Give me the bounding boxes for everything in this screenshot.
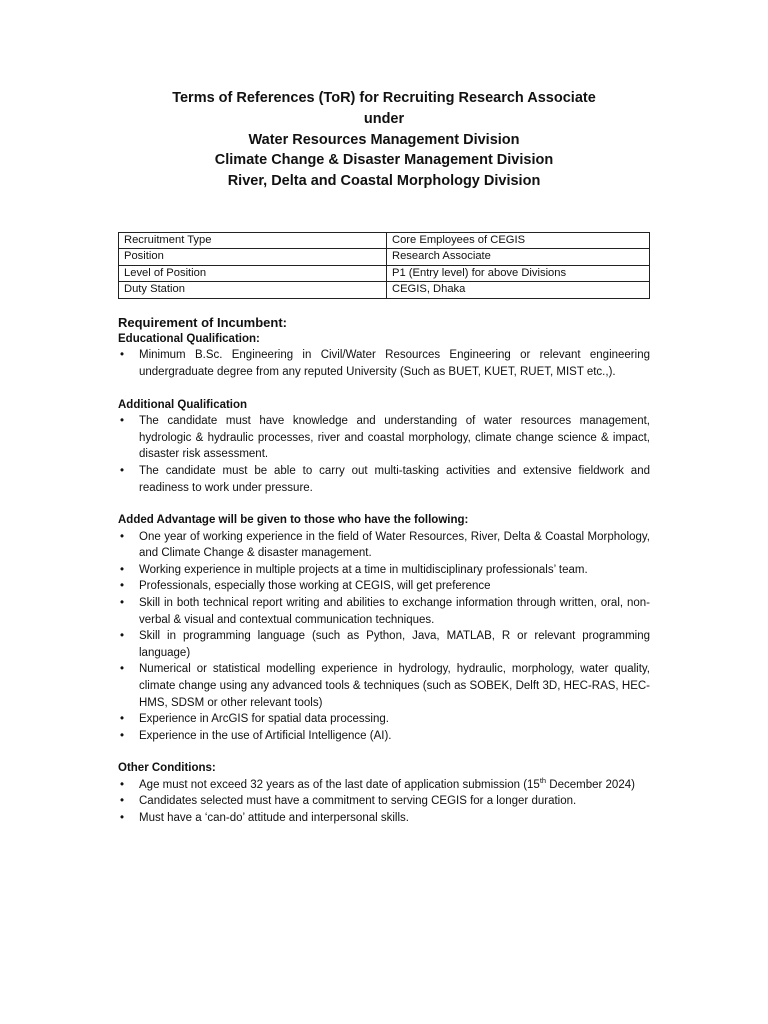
list-item-text: Skill in programming language (such as Python, Java, MATLAB, R or relevant programming language) bbox=[139, 630, 650, 659]
other-conditions-heading: Other Conditions: bbox=[118, 762, 216, 775]
bullet-icon: • bbox=[119, 530, 125, 543]
title-line: Terms of References (ToR) for Recruiting Research Associate bbox=[172, 90, 596, 106]
title-line: under bbox=[363, 110, 405, 127]
table-cell-value: CEGIS, Dhaka bbox=[387, 282, 650, 299]
title-line: Water Resources Management Division bbox=[248, 131, 520, 148]
bullet-icon: • bbox=[119, 349, 125, 362]
list-item-text: Professionals, especially those working at CEGIS, will get preference bbox=[139, 580, 491, 593]
list-item-text: Skill in both technical report writing and abilities to exchange information through written, oral, non-verbal & visual and contextual communication techniques. bbox=[139, 597, 650, 626]
list-item-text: Numerical or statistical modelling experience in hydrology, hydraulic, morphology, water quality, climate change using any advanced tools & techniques (such as SOBEK, Delft 3D, HEC-RAS, HEC-HMS, SDSM or other relevant tools) bbox=[139, 663, 650, 709]
table-cell-label: Level of Position bbox=[119, 265, 387, 282]
document-title bbox=[118, 88, 650, 192]
table-cell-label: Duty Station bbox=[119, 282, 387, 299]
list-item bbox=[118, 728, 650, 745]
requirement-heading: Requirement of Incumbent: bbox=[118, 314, 288, 330]
list-item-text: The candidate must have knowledge and understanding of water resources management, hydrologic & hydraulic processes, river and coastal morphology, climate change science & impact, disaster risk assessment. bbox=[139, 415, 650, 461]
bullet-icon: • bbox=[119, 580, 125, 593]
list-item bbox=[118, 463, 650, 496]
table-cell-label: Position bbox=[119, 249, 387, 266]
bullet-icon: • bbox=[119, 630, 125, 643]
bullet-icon: • bbox=[119, 713, 125, 726]
list-item bbox=[118, 595, 650, 628]
additional-heading: Additional Qualification bbox=[118, 398, 248, 411]
table-cell-value: P1 (Entry level) for above Divisions bbox=[387, 265, 650, 282]
age-text-before: Age must not exceed 32 years as of the last date of application submission (15 bbox=[139, 778, 540, 791]
bullet-icon: • bbox=[119, 563, 125, 576]
table-cell-value: Core Employees of CEGIS bbox=[387, 232, 650, 249]
list-item-text: Experience in the use of Artificial Intelligence (AI). bbox=[139, 729, 392, 742]
advantage-list bbox=[118, 529, 650, 745]
age-text-after: December 2024) bbox=[546, 778, 635, 791]
list-item bbox=[118, 347, 650, 380]
educational-list bbox=[118, 347, 650, 380]
additional-list bbox=[118, 413, 650, 496]
list-item bbox=[118, 578, 650, 595]
list-item-text: Working experience in multiple projects at a time in multidisciplinary professionals’ team. bbox=[139, 563, 588, 576]
educational-heading: Educational Qualification: bbox=[118, 332, 260, 345]
bullet-icon: • bbox=[119, 812, 125, 825]
bullet-icon: • bbox=[119, 663, 125, 676]
title-line: Climate Change & Disaster Management Division bbox=[214, 152, 554, 169]
bullet-icon: • bbox=[119, 795, 125, 808]
bullet-icon: • bbox=[119, 597, 125, 610]
title-line: River, Delta and Coastal Morphology Division bbox=[227, 173, 541, 190]
list-item-text: The candidate must be able to carry out multi-tasking activities and extensive fieldwork and readiness to work under pressure. bbox=[139, 464, 650, 494]
list-item bbox=[118, 413, 650, 463]
bullet-icon: • bbox=[119, 464, 125, 477]
list-item bbox=[118, 628, 650, 661]
list-item bbox=[118, 793, 650, 810]
list-item bbox=[118, 661, 650, 711]
list-item bbox=[118, 711, 650, 728]
table-row bbox=[119, 249, 650, 266]
list-item bbox=[118, 810, 650, 827]
bullet-icon: • bbox=[119, 778, 125, 791]
list-item-text bbox=[139, 776, 635, 791]
document-page bbox=[118, 88, 650, 827]
bullet-icon: • bbox=[119, 729, 125, 742]
other-conditions-list bbox=[118, 777, 650, 827]
list-item bbox=[118, 777, 650, 794]
position-info-table bbox=[118, 232, 650, 299]
table-row bbox=[119, 282, 650, 299]
list-item-text: Minimum B.Sc. Engineering in Civil/Water Resources Engineering or relevant engineering undergraduate degree from any reputed University (Such as BUET, KUET, RUET, MIST etc.,). bbox=[139, 349, 650, 379]
list-item bbox=[118, 562, 650, 579]
table-cell-value: Research Associate bbox=[387, 249, 650, 266]
table-row bbox=[119, 265, 650, 282]
list-item bbox=[118, 529, 650, 562]
bullet-icon: • bbox=[119, 415, 125, 428]
list-item-text: Candidates selected must have a commitment to serving CEGIS for a longer duration. bbox=[139, 795, 577, 808]
list-item-text: Must have a ‘can-do’ attitude and interpersonal skills. bbox=[139, 812, 409, 825]
advantage-heading: Added Advantage will be given to those who have the following: bbox=[118, 514, 469, 527]
list-item-text: Experience in ArcGIS for spatial data processing. bbox=[139, 713, 389, 726]
list-item-text: One year of working experience in the field of Water Resources, River, Delta & Coastal Morphology, and Climate Change & disaster management. bbox=[139, 530, 650, 560]
table-row bbox=[119, 232, 650, 249]
table-cell-label: Recruitment Type bbox=[119, 232, 387, 249]
ordinal-suffix: th bbox=[539, 776, 547, 786]
